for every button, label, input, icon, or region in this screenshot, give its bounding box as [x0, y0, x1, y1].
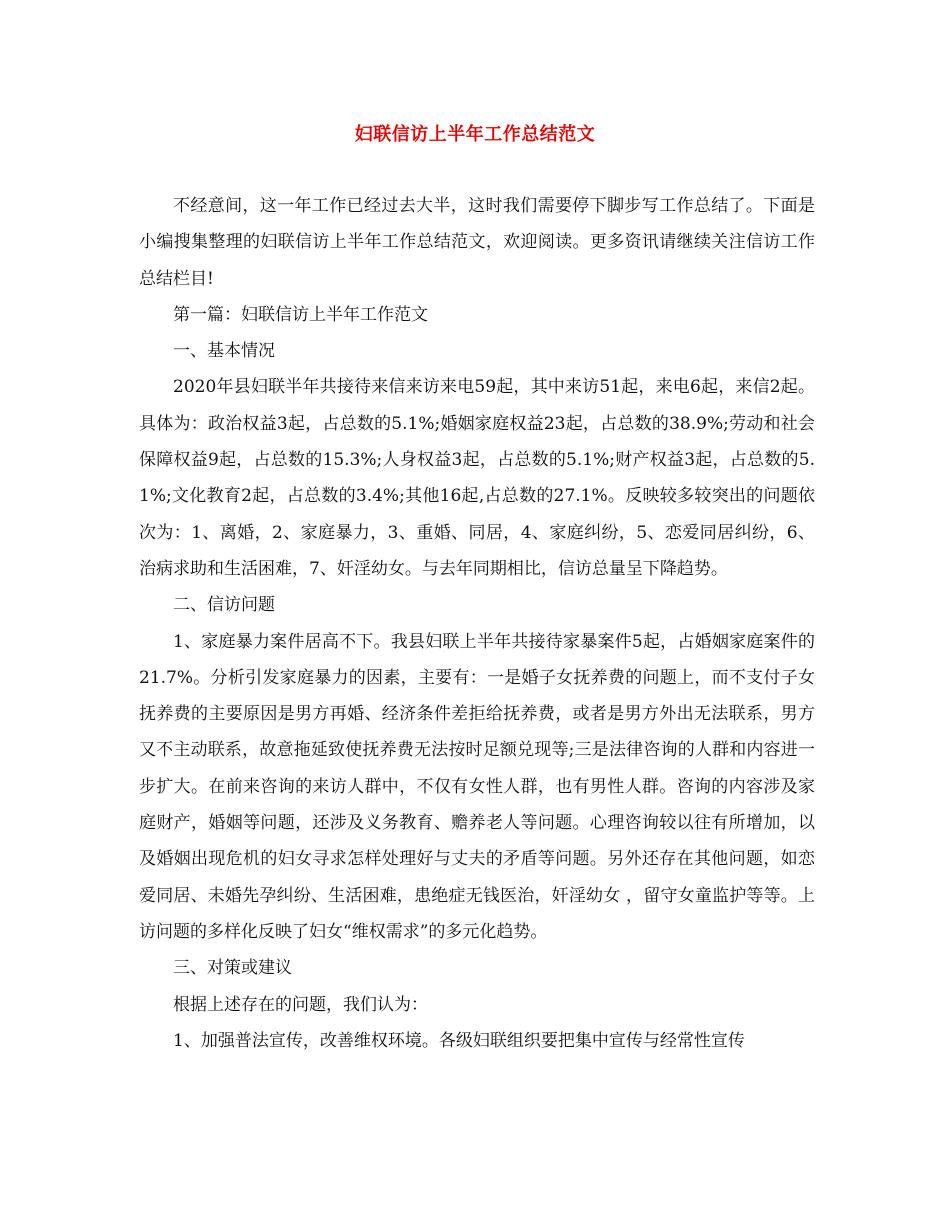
paragraph-domestic-violence: 1、家庭暴力案件居高不下。我县妇联上半年共接待家暴案件5起，占婚姻家庭案件的21.7%。分析引发家庭暴力的因素，主要有：一是婚子女抚养费的问题上，而不支付子女抚养费的主要原因是男方再婚、经济条件差拒给抚养费，或者是男方外出无法联系，男方又不主动联系，故意拖延致使抚养费无法按时足额兑现等;三是法律咨询的人群和内容进一步扩大。在前来咨询的来访人群中，不仅有女性人群，也有男性人群。咨询的内容涉及家庭财产，婚姻等问题，还涉及义务教育、赡养老人等问题。心理咨询较以往有所增加，以及婚姻出现危机的妇女寻求怎样处理好与丈夫的矛盾等问题。另外还存在其他问题，如恋爱同居、未婚先孕纠纷、生活困难，患绝症无钱医治，奸淫幼女 ，留守女童监护等等。上访问题的多样化反映了妇女“维权需求”的多元化趋势。 — [139, 631, 815, 942]
paragraph-recommendation-1: 1、加强普法宣传，改善维权环境。各级妇联组织要把集中宣传与经常性宣传 — [173, 1030, 745, 1051]
heading-countermeasures: 三、对策或建议 — [173, 958, 292, 979]
paragraph-intro: 不经意间，这一年工作已经过去大半，这时我们需要停下脚步写工作总结了。下面是小编搜集整理的妇联信访上半年工作总结范文，欢迎阅读。更多资讯请继续关注信访工作总结栏目! — [139, 196, 815, 289]
paragraph-section-heading: 第一篇：妇联信访上半年工作范文 — [173, 304, 428, 325]
paragraph-statistics: 2020年县妇联半年共接待来信来访来电59起，其中来访51起，来电6起，来信2起。具体为：政治权益3起，占总数的5.1%;婚姻家庭权益23起，占总数的38.9%;劳动和社会保障权益9起，占总数的15.3%;人身权益3起，占总数的5.1%;财产权益3起，占总数的5.1%;文化教育2起，占总数的3.4%;其他16起,占总数的27.1%。反映较多较突出的问题依次为：1、离婚，2、家庭暴力，3、重婚、同居，4、家庭纠纷，5、恋爱同居纠纷，6、治病求助和生活困难，7、奸淫幼女。与去年同期相比，信访总量呈下降趋势。 — [139, 377, 815, 579]
document-body — [139, 188, 815, 1059]
document-title: 妇联信访上半年工作总结范文 — [354, 124, 596, 145]
paragraph-recommendation-intro: 根据上述存在的问题，我们认为： — [173, 994, 428, 1015]
heading-basic-situation: 一、基本情况 — [173, 341, 275, 362]
heading-petition-issues: 二、信访问题 — [173, 595, 275, 616]
